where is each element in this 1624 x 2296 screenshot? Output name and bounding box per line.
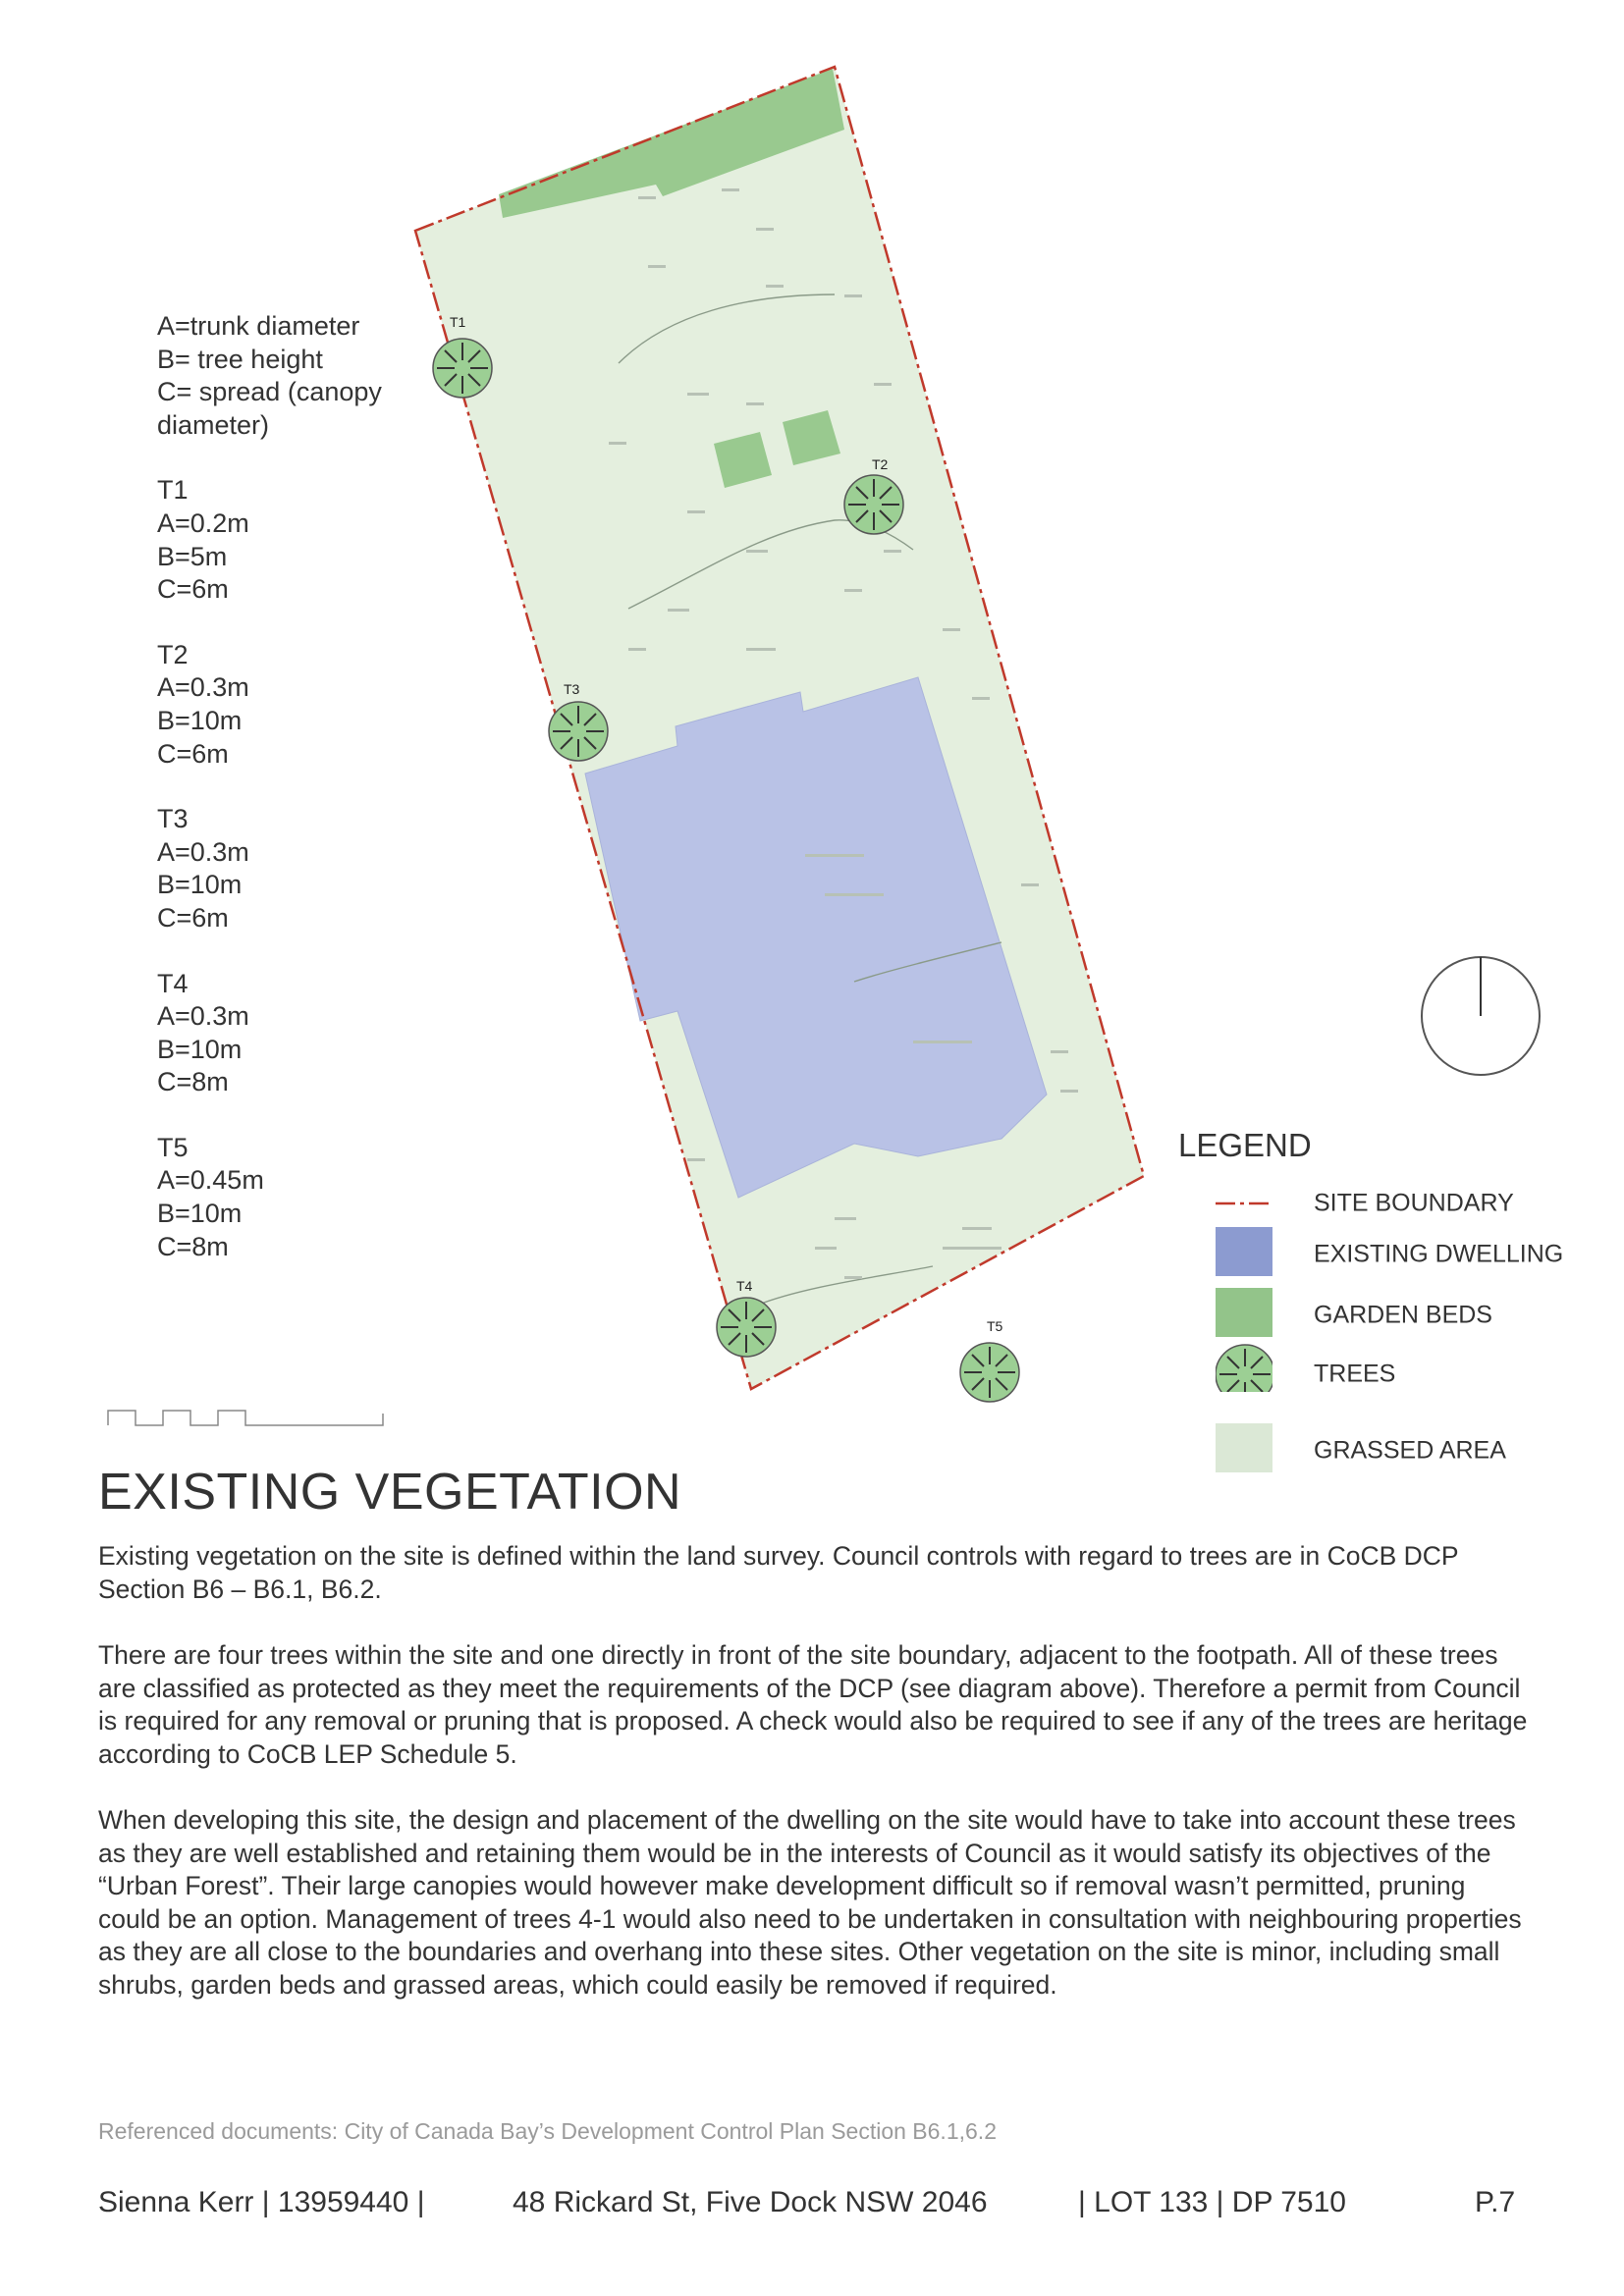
grass-swatch — [1216, 1423, 1272, 1472]
north-arrow-icon — [1422, 957, 1540, 1075]
legend-item-site-boundary — [1216, 1176, 1624, 1231]
legend-item-trees — [1216, 1347, 1624, 1402]
garden-swatch — [1216, 1288, 1272, 1337]
tree-trunk: A=0.3m — [157, 836, 249, 867]
tree-height: B=10m — [157, 1199, 243, 1229]
tree-id: T2 — [157, 639, 189, 669]
tree-spread: C=6m — [157, 574, 229, 605]
tree-label-t3: T3 — [564, 681, 580, 697]
legend-label: SITE BOUNDARY — [1314, 1189, 1514, 1217]
tree-id: T5 — [157, 1132, 189, 1162]
tree-trunk: A=0.45m — [157, 1165, 264, 1196]
legend-label: TREES — [1314, 1360, 1396, 1388]
tree-label-t4: T4 — [736, 1278, 753, 1294]
tree-t2 — [844, 475, 903, 534]
tree-id: T4 — [157, 968, 189, 998]
tree-spread: C=8m — [157, 1067, 229, 1097]
paragraph-2: There are four trees within the site and one directly in front of the site boundary, adjacent to the footpath. All of these trees are classified as protected as they meet the requirements of the DCP (see diagram above). Therefore a permit from Council is required for any removal or pruning that is proposed. A check would also be required to see if any of the trees are heritage according to CoCB LEP Schedule 5. — [98, 1640, 1528, 1769]
legend-label: GRASSED AREA — [1314, 1436, 1506, 1465]
tree-id: T3 — [157, 804, 189, 834]
tree-trunk: A=0.3m — [157, 672, 249, 703]
tree-height: B=10m — [157, 705, 243, 735]
legend-item-grassed-area — [1216, 1423, 1624, 1478]
tree-spread: C=6m — [157, 738, 229, 769]
footer-address: 48 Rickard St, Five Dock NSW 2046 — [513, 2186, 988, 2218]
key-line: B= tree height — [157, 344, 323, 374]
tree-t3 — [549, 702, 608, 761]
tree-key — [157, 310, 452, 1263]
tree-trunk: A=0.2m — [157, 507, 249, 538]
legend-label: EXISTING DWELLING — [1314, 1240, 1564, 1268]
tree-height: B=10m — [157, 870, 243, 900]
tree-height: B=5m — [157, 541, 228, 571]
footer-page-number: P.7 — [1475, 2186, 1516, 2218]
page-heading: EXISTING VEGETATION — [98, 1464, 682, 1521]
legend-item-garden-beds — [1216, 1288, 1624, 1343]
tree-spread: C=8m — [157, 1231, 229, 1261]
footer-lot: | LOT 133 | DP 7510 — [1078, 2186, 1346, 2218]
tree-height: B=10m — [157, 1034, 243, 1064]
legend-title: LEGEND — [1178, 1127, 1312, 1163]
key-line: A=trunk diameter — [157, 311, 360, 341]
legend-label: GARDEN BEDS — [1314, 1301, 1492, 1329]
paragraph-1: Existing vegetation on the site is defined within the land survey. Council controls with regard to trees are in CoCB DCP Section B6 – B6.1, B6.2. — [98, 1541, 1459, 1604]
tree-label-t2: T2 — [872, 456, 889, 472]
key-line: C= spread (canopy — [157, 377, 382, 407]
tree-spread: C=6m — [157, 902, 229, 933]
tree-label-t1: T1 — [450, 314, 466, 330]
scale-bar — [108, 1411, 383, 1425]
tree-id: T1 — [157, 475, 189, 506]
tree-t5 — [960, 1343, 1019, 1402]
tree-label-t5: T5 — [987, 1318, 1003, 1334]
tree-icon — [1216, 1343, 1272, 1392]
boundary-line-icon — [1216, 1176, 1272, 1225]
paragraph-3: When developing this site, the design and placement of the dwelling on the site would have to take into account these trees as they are well established and retaining them would be in the interests of Council as it would satisfy its objectives of the “Urban Forest”. Their large canopies would however make development difficult so if removal wasn’t permitted, pruning could be an option. Management of trees 4-1 would also need to be undertaken in consultation with neighbouring properties as they are all close to the boundaries and overhang into these sites. Other vegetation on the site is minor, including small shrubs, garden beds and grassed areas, which could easily be removed if required. — [98, 1805, 1522, 2000]
dwelling-swatch — [1216, 1227, 1272, 1276]
tree-trunk: A=0.3m — [157, 1001, 249, 1032]
tree-t4 — [717, 1298, 776, 1357]
key-line: diameter) — [157, 409, 270, 440]
referenced-documents: Referenced documents: City of Canada Bay’s Development Control Plan Section B6.1,6.2 — [98, 2118, 997, 2144]
footer-author: Sienna Kerr | 13959440 | — [98, 2186, 425, 2218]
legend-item-existing-dwelling — [1216, 1227, 1624, 1282]
